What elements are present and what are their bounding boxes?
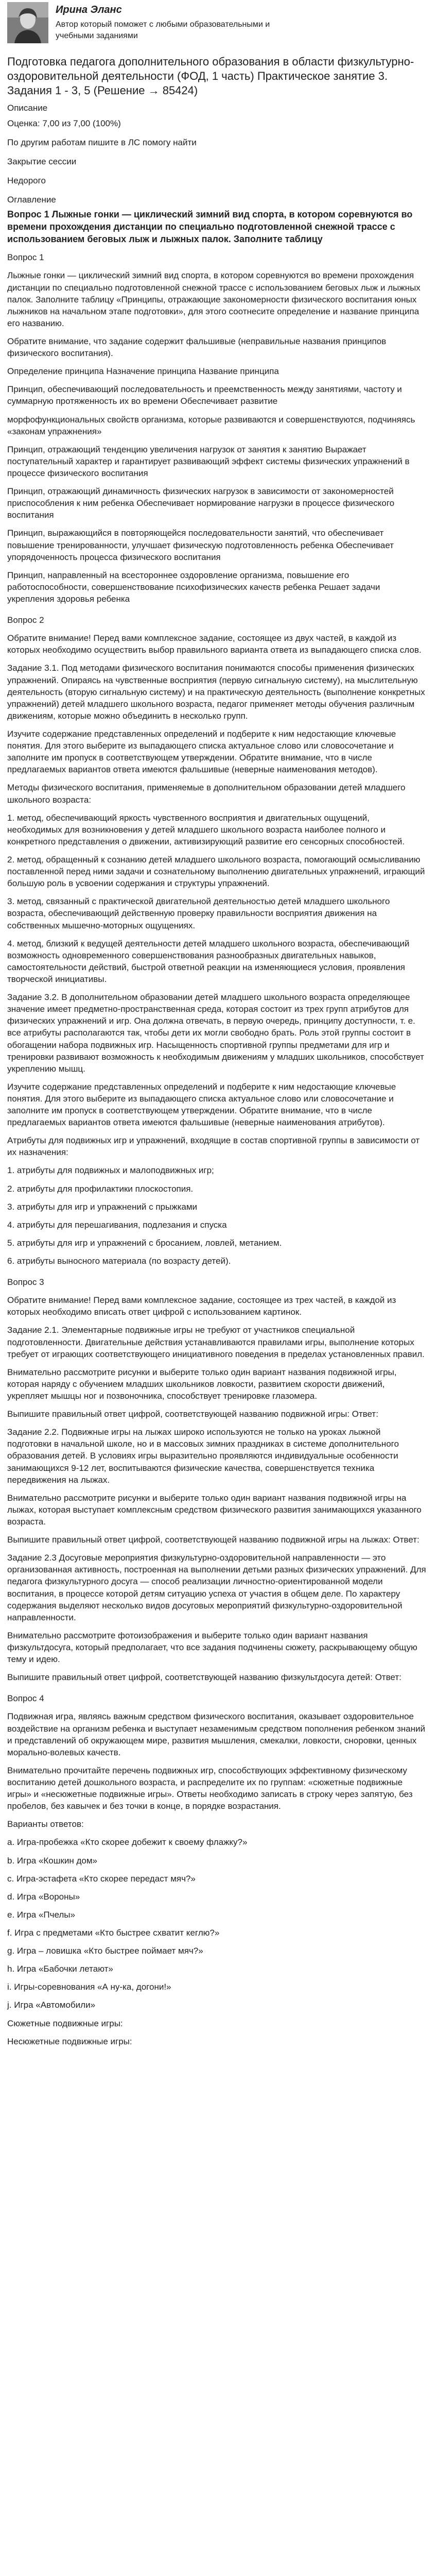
question-1-heading: Вопрос 1 Лыжные гонки — циклический зимний вид спорта, в котором соревнуются во времени прохождения дистанции по специально подготовленной снежной трассе с использованием беговых лыж и лыжных палок. Заполните таблицу bbox=[7, 209, 413, 244]
paragraph: Выпишите правильный ответ цифрой, соответствующей названию физкультдосуга детей: Ответ: bbox=[7, 1672, 402, 1683]
paragraph: Принцип, выражающийся в повторяющейся последовательности занятий, что обеспечивает повышение тренированности, улучшает физическую подготовленность ребенка Обеспечивает упорядоченность процесса физического воспитания bbox=[7, 528, 394, 562]
attribute-list bbox=[7, 1164, 427, 1267]
paragraph: Принцип, направленный на всестороннее оздоровление организма, повышение его работоспособности, совершенствование психофизических качеств ребенка Решает задачи укрепления здоровья ребенка bbox=[7, 570, 380, 604]
list-item: 5. атрибуты для игр и упражнений с бросанием, ловлей, метанием. bbox=[7, 1238, 282, 1248]
paragraph: Задание 2.2. Подвижные игры на лыжах широко используются не только на уроках лыжной подготовки в начальной школе, но и в массовых зимних праздниках в системе дополнительного образования детей. В условиях игры выразительно проявляются индивидуальные особенности занимающихся 9-12 лет, воспитываются физические качества, совершенствуется техника передвижения на лыжах. bbox=[7, 1427, 399, 1485]
answer-option: f. Игра с предметами «Кто быстрее схватит кеглю?» bbox=[7, 1927, 220, 1938]
question-2-label: Вопрос 2 bbox=[7, 615, 44, 625]
paragraph: Обратите внимание! Перед вами комплексное задание, состоящее из двух частей, в каждой из которых необходимо осуществить выбор правильного варианта ответа из выпадающего списка слов. bbox=[7, 633, 422, 655]
session-closed-text: Закрытие сессии bbox=[7, 156, 77, 166]
paragraph: Задание 2.3 Досуговые мероприятия физкультурно-оздоровительной направленности — это организованная активность, построенная на выполнении детьми разных физических упражнений. Для педагога физкультурного досуга — способ реализации личностно-ориентированной модели воспитания, в процессе которой детям ситуацию успеха от участия в общем деле. По характеру содержания выделяют несколько видов досуговых мероприятий физкультурно-оздоровительной направленности. bbox=[7, 1553, 426, 1622]
answer-option: e. Игра «Пчелы» bbox=[7, 1909, 75, 1920]
answer-option: h. Игра «Бабочки летают» bbox=[7, 1964, 113, 1974]
paragraph: 4. метод, близкий к ведущей деятельности детей младшего школьного возраста, обеспечивающий возможность одновременного совершенствования разнообразных двигательных навыков, самостоятельности действий, быстрой ответной реакции на изменяющиеся условия, проявления творческой инициативы. bbox=[7, 938, 410, 984]
page-title: Подготовка педагога дополнительного образования в области физкультурно-оздоровительной деятельности (ФОД, 1 часть) Практическое занятие 3. Задания 1 - 3, 5 (Решение → 85424) bbox=[7, 55, 414, 97]
paragraph: 1. метод, обеспечивающий яркость чувственного восприятия и двигательных ощущений, необходимых для возникновения у детей младшего школьного возраста наиболее полного и конкретного представления о движении, активизирующий развитие его сенсорных способностей. bbox=[7, 812, 405, 846]
answer-option: d. Игра «Вороны» bbox=[7, 1891, 80, 1902]
author-photo-icon bbox=[7, 2, 48, 43]
list-item: 6. атрибуты выносного материала (по возрасту детей). bbox=[7, 1256, 231, 1266]
paragraph: Лыжные гонки — циклический зимний вид спорта, в котором соревнуются во времени прохождения дистанции по специально подготовленной снежной трассе с использованием беговых лыж и лыжных палок. Заполните таблицу «Принципы, отражающие закономерности физического воспитания юных лыжников на начальном этапе подготовки», для этого соотнесите определение и название принципа его названию. bbox=[7, 270, 421, 328]
non-plot-games-label: Несюжетные подвижные игры: bbox=[7, 2036, 132, 2046]
paragraph: Варианты ответов: bbox=[7, 1819, 84, 1829]
list-item: 1. атрибуты для подвижных и малоподвижных игр; bbox=[7, 1165, 214, 1176]
answer-option: g. Игра – ловишка «Кто быстрее поймает мяч?» bbox=[7, 1946, 203, 1956]
list-item: 2. атрибуты для профилактики плоскостопия. bbox=[7, 1183, 194, 1194]
paragraph: Задание 2.1. Элементарные подвижные игры не требуют от участников специальной подготовленности. Двигательные действия устанавливаются правилами игры, выполнение которых требует от играющих соответствующего инициативного поведения в пределах установленных правил. bbox=[7, 1325, 425, 1359]
answer-option: i. Игры-соревнования «А ну-ка, догони!» bbox=[7, 1982, 171, 1992]
description-label: Описание bbox=[7, 103, 48, 113]
paragraph: Задание 3.2. В дополнительном образовании детей младшего школьного возраста определяющее значение имеет предметно-пространственная среда, которая состоит из трех групп атрибутов для физических упражнений и игр. Она должна отвечать, в первую очередь, принципу доступности, т. е. все атрибуты располагаются так, чтобы дети их могли свободно брать. Роль этой группы состоит в обогащении набора подвижных игр. Насыщенность спортивной группы предметами для игр и тренировки развивают возможность к необходимым движениям у младших школьников, способствует укреплению мышц. bbox=[7, 992, 424, 1074]
paragraph: Методы физического воспитания, применяемые в дополнительном образовании детей младшего школьного возраста: bbox=[7, 783, 406, 805]
answer-options-list bbox=[7, 1836, 427, 2011]
paragraph: 3. метод, связанный с практической двигательной деятельностью детей младшего школьного возраста, обеспечивающий действенную проверку правильности восприятия движения на собственных мышечно-моторных ощущениях. bbox=[7, 896, 390, 930]
author-name[interactable]: Ирина Эланс bbox=[56, 4, 122, 15]
paragraph: Изучите содержание представленных определений и подберите к ним недостающие ключевые понятия. Для этого выберите из выпадающего списка актуальное слово или словосочетание и заполните им пропуск в соответствующем утверждении. Обратите внимание, что в числе предлагаемых вариантов ответа имеются фальшивые (неверные наименования атрибутов). bbox=[7, 1081, 396, 1128]
answer-option: j. Игра «Автомобили» bbox=[7, 2000, 96, 2010]
author-card bbox=[7, 0, 427, 43]
paragraph: Внимательно рассмотрите фотоизображения и выберите только один вариант названия физкультдосуга, который предполагает, что все задания подчинены сюжету, раскрывающему общую тему и идею. bbox=[7, 1630, 417, 1665]
document-content bbox=[7, 251, 427, 2047]
paragraph: Принцип, отражающий тенденцию увеличения нагрузок от занятия к занятию Выражает поступательный характер и гарантирует развивающий эффект системы физических упражнений в процессе физического воспитания bbox=[7, 444, 410, 479]
answer-option: c. Игра-эстафета «Кто скорее передаст мяч?» bbox=[7, 1873, 196, 1884]
paragraph: Внимательно рассмотрите рисунки и выберите только один вариант названия подвижной игры, которая наряду с обучением младших школьников ловкости, развитием скорости движений, укрепляет мышцы ног и позвоночника, способствует тренировке глазомера. bbox=[7, 1367, 397, 1401]
paragraph: Подвижная игра, являясь важным средством физического воспитания, оказывает оздоровительное воздействие на организм ребенка и выступает незаменимым средством пополнения ребенком знаний и представлений об окружающем мире, развития мышления, смекалки, ловкости, сноровки, ценных морально-волевых качеств. bbox=[7, 1711, 425, 1757]
paragraph: Задание 3.1. Под методами физического воспитания понимаются способы применения физических упражнений. Опираясь на чувственные восприятия (первую сигнальную систему), на мыслительную деятельность (вторую сигнальную систему) и на практическую деятельность (выполнение конкретных упражнений) детей младшего школьного возраста, педагог применяет методы обучения различным движениям, которые можно объединить в несколько групп. bbox=[7, 663, 425, 721]
paragraph: Выпишите правильный ответ цифрой, соответствующей названию подвижной игры: Ответ: bbox=[7, 1409, 378, 1419]
score-text: Оценка: 7,00 из 7,00 (100%) bbox=[7, 118, 121, 128]
paragraph: Атрибуты для подвижных игр и упражнений, входящие в состав спортивной группы в зависимости от их назначения: bbox=[7, 1136, 420, 1158]
question-4-label: Вопрос 4 bbox=[7, 1693, 44, 1704]
author-description: Автор который поможет с любыми образовательными и учебными заданиями bbox=[56, 20, 270, 40]
meta-block bbox=[7, 102, 427, 206]
paragraph: Принцип, обеспечивающий последовательность и преемственность между занятиями, частоту и суммарную протяженность их во времени Обеспечивает развитие bbox=[7, 384, 402, 406]
paragraph: 2. метод, обращенный к сознанию детей младшего школьного возраста, помогающий осмысливанию поставленной перед ними задачи и сознательному выполнению двигательных упражнений, играющий большую роль в усвоении содержания и структуры упражнений. bbox=[7, 854, 425, 889]
question-3-label: Вопрос 3 bbox=[7, 1277, 44, 1287]
answer-option: а. Игра-пробежка «Кто скорее добежит к своему флажку?» bbox=[7, 1837, 248, 1848]
paragraph: морфофункциональных свойств организма, которые развиваются и совершенствуются, подчиняясь «законам упражнения» bbox=[7, 414, 415, 436]
paragraph: Выпишите правильный ответ цифрой, соответствующей названию подвижной игры на лыжах: Ответ: bbox=[7, 1535, 420, 1545]
paragraph: Внимательно прочитайте перечень подвижных игр, способствующих эффективному физическому воспитанию детей дошкольного возраста, и распределите их по группам: «сюжетные подвижные игры» и «несюжетные подвижные игры». Ответы необходимо записать в строку через запятую, без пробелов, без кавычек и без точки в конце, в порядке возрастания. bbox=[7, 1765, 413, 1811]
contact-note: По другим работам пишите в ЛС помогу найти bbox=[7, 137, 197, 147]
toc-label: Оглавление bbox=[7, 195, 56, 205]
paragraph: Обратите внимание! Перед вами комплексное задание, состоящее из трех частей, в каждой из которых необходимо вписать ответ цифрой с использованием картинок. bbox=[7, 1295, 396, 1317]
list-item: 3. атрибуты для игр и упражнений с прыжками bbox=[7, 1201, 198, 1212]
avatar[interactable] bbox=[7, 2, 48, 43]
question-1-label: Вопрос 1 bbox=[7, 252, 44, 263]
answer-option: b. Игра «Кошкин дом» bbox=[7, 1855, 97, 1866]
paragraph: Определение принципа Назначение принципа Название принципа bbox=[7, 366, 279, 377]
paragraph: Обратите внимание, что задание содержит фальшивые (неправильные названия принципов физического воспитания). bbox=[7, 336, 387, 359]
price-note: Недорого bbox=[7, 175, 46, 185]
paragraph: Внимательно рассмотрите рисунки и выберите только один вариант названия подвижной игры на лыжах, которая выступает комплексным средством физического развития занимающихся указанного возраста. bbox=[7, 1493, 422, 1527]
plot-games-label: Сюжетные подвижные игры: bbox=[7, 2018, 123, 2028]
list-item: 4. атрибуты для перешагивания, подлезания и спуска bbox=[7, 1219, 227, 1230]
paragraph: Изучите содержание представленных определений и подберите к ним недостающие ключевые понятия. Для этого выберите из выпадающего списка актуальное слово или словосочетание и заполните им пропуск в соответствующем утверждении. Обратите внимание, что в числе предлагаемых вариантов ответа имеются фальшивые (неверные наименования методов). bbox=[7, 728, 396, 775]
paragraph: Принцип, отражающий динамичность физических нагрузок в зависимости от закономерностей приспособления к ним ребенка Обеспечивает нормирование нагрузки в процессе физического воспитания bbox=[7, 486, 395, 520]
